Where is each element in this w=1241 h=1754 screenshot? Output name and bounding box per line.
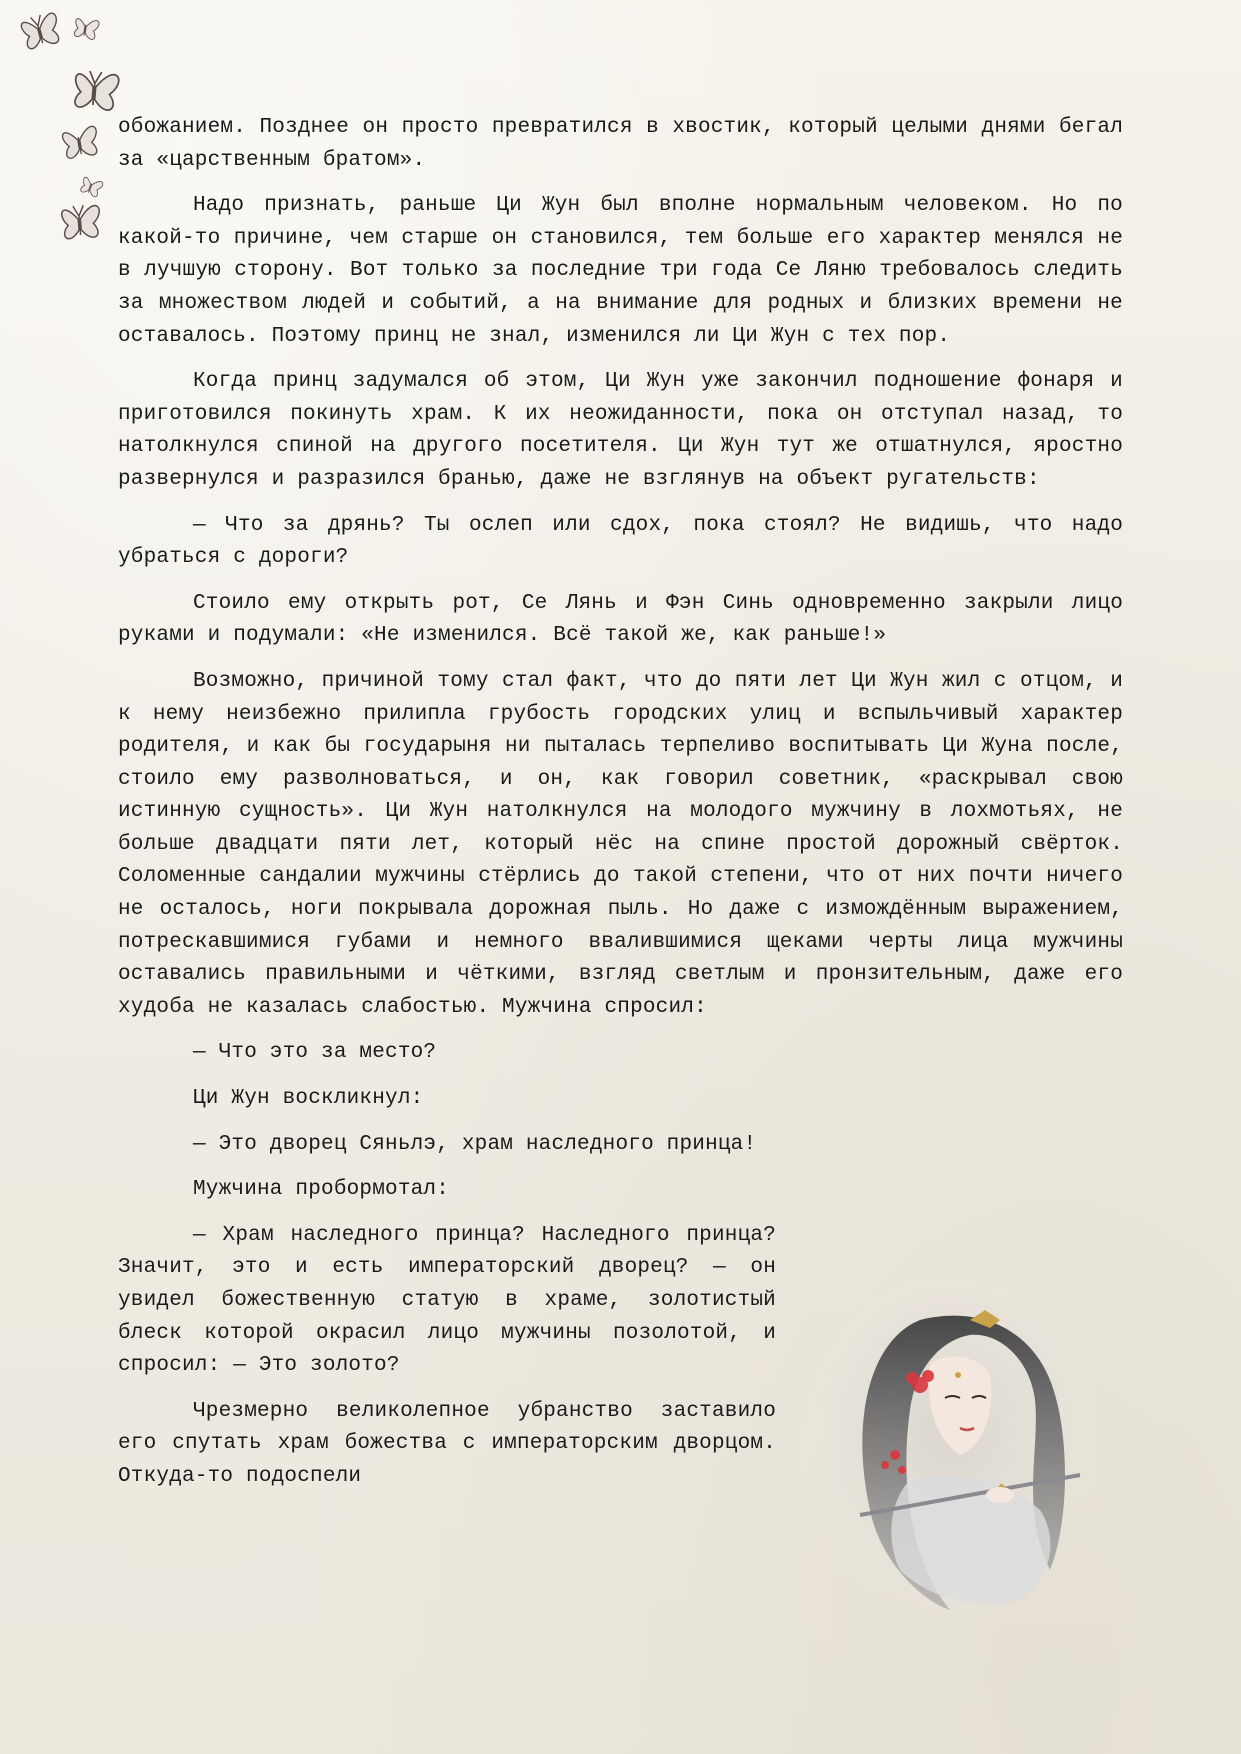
character-illustration [800, 1280, 1100, 1620]
butterfly-icon [20, 11, 63, 50]
paragraph: Мужчина пробормотал: [193, 1178, 450, 1202]
paragraph: Стоило ему открыть рот, Се Лянь и Фэн Синь одновременно закрыли лицо руками и подумали: «Не изменился. Всё такой же, как раньше!» [118, 591, 1123, 648]
paragraph: Возможно, причиной тому стал факт, что до пяти лет Ци Жун жил с отцом, и к нему неизбежно прилипла грубость городских улиц и вспыльчивый характер родителя, и как бы государыня ни пыталась терпеливо воспитывать Ци Жуна после, стоило ему разволноваться, и он, как говорил советник, «раскрывал свою истинную сущность». Ци Жун натолкнулся на молодого мужчину в лохмотьях, не больше двадцати пяти лет, который нёс на спине простой дорожный свёрток. Соломенные сандалии мужчины стёрлись до такой степени, что от них почти ничего не осталось, ноги покрывала дорожная пыль. Но даже с измождённым выражением, потрескавшимися губами и немного ввалившимися щеками черты лица мужчины оставались правильными и чёткими, взгляд светлым и пронзительным, даже его худоба не казалась слабостью. Мужчина спросил: [118, 669, 1123, 1019]
butterfly-icon [61, 204, 101, 240]
paragraph: Надо признать, раньше Ци Жун был вполне нормальным человеком. Но по какой-то причине, чем старше он становился, тем больше его характер менялся не в лучшую сторону. Вот только за последние три года Се Ляню требовалось следить за множеством людей и событий, а на внимание для родных и близких времени не оставалось. Поэтому принц не знал, изменился ли Ци Жун с тех пор. [118, 194, 1123, 348]
paragraph: обожанием. Позднее он просто превратился в хвостик, который целыми днями бегал за «царственным братом». [118, 116, 1123, 172]
paragraph: Когда принц задумался об этом, Ци Жун уже закончил подношение фонаря и приготовился покинуть храм. К их неожиданности, пока он отступал назад, то натолкнулся спиной на другого посетителя. Ци Жун тут же отшатнулся, яростно развернулся и разразился бранью, даже не взглянув на объект ругательств: [118, 370, 1123, 491]
dialogue-line: — Это дворец Сяньлэ, храм наследного принца! [193, 1132, 757, 1156]
dialogue-line: — Что за дрянь? Ты ослеп или сдох, пока стоял? Не видишь, что надо убраться с дороги? [118, 513, 1123, 570]
dialogue-line: — Что это за место? [193, 1041, 437, 1065]
dialogue-line: — Храм наследного принца? Наследного принца? Значит, это и есть императорский дворец? — он увидел божественную статую в храме, золотистый блеск которой окрасил лицо мужчины позолотой, и спросил: — Это золото? [118, 1223, 776, 1378]
paragraph: Чрезмерно великолепное убранство заставило его спутать храм божества с императорским дворцом. Откуда-то подоспели [118, 1399, 776, 1488]
paragraph: Ци Жун воскликнул: [193, 1087, 424, 1111]
butterfly-icon [73, 17, 99, 40]
butterfly-icon [73, 70, 119, 111]
butterfly-icon [79, 176, 103, 198]
butterfly-icon [62, 126, 100, 160]
